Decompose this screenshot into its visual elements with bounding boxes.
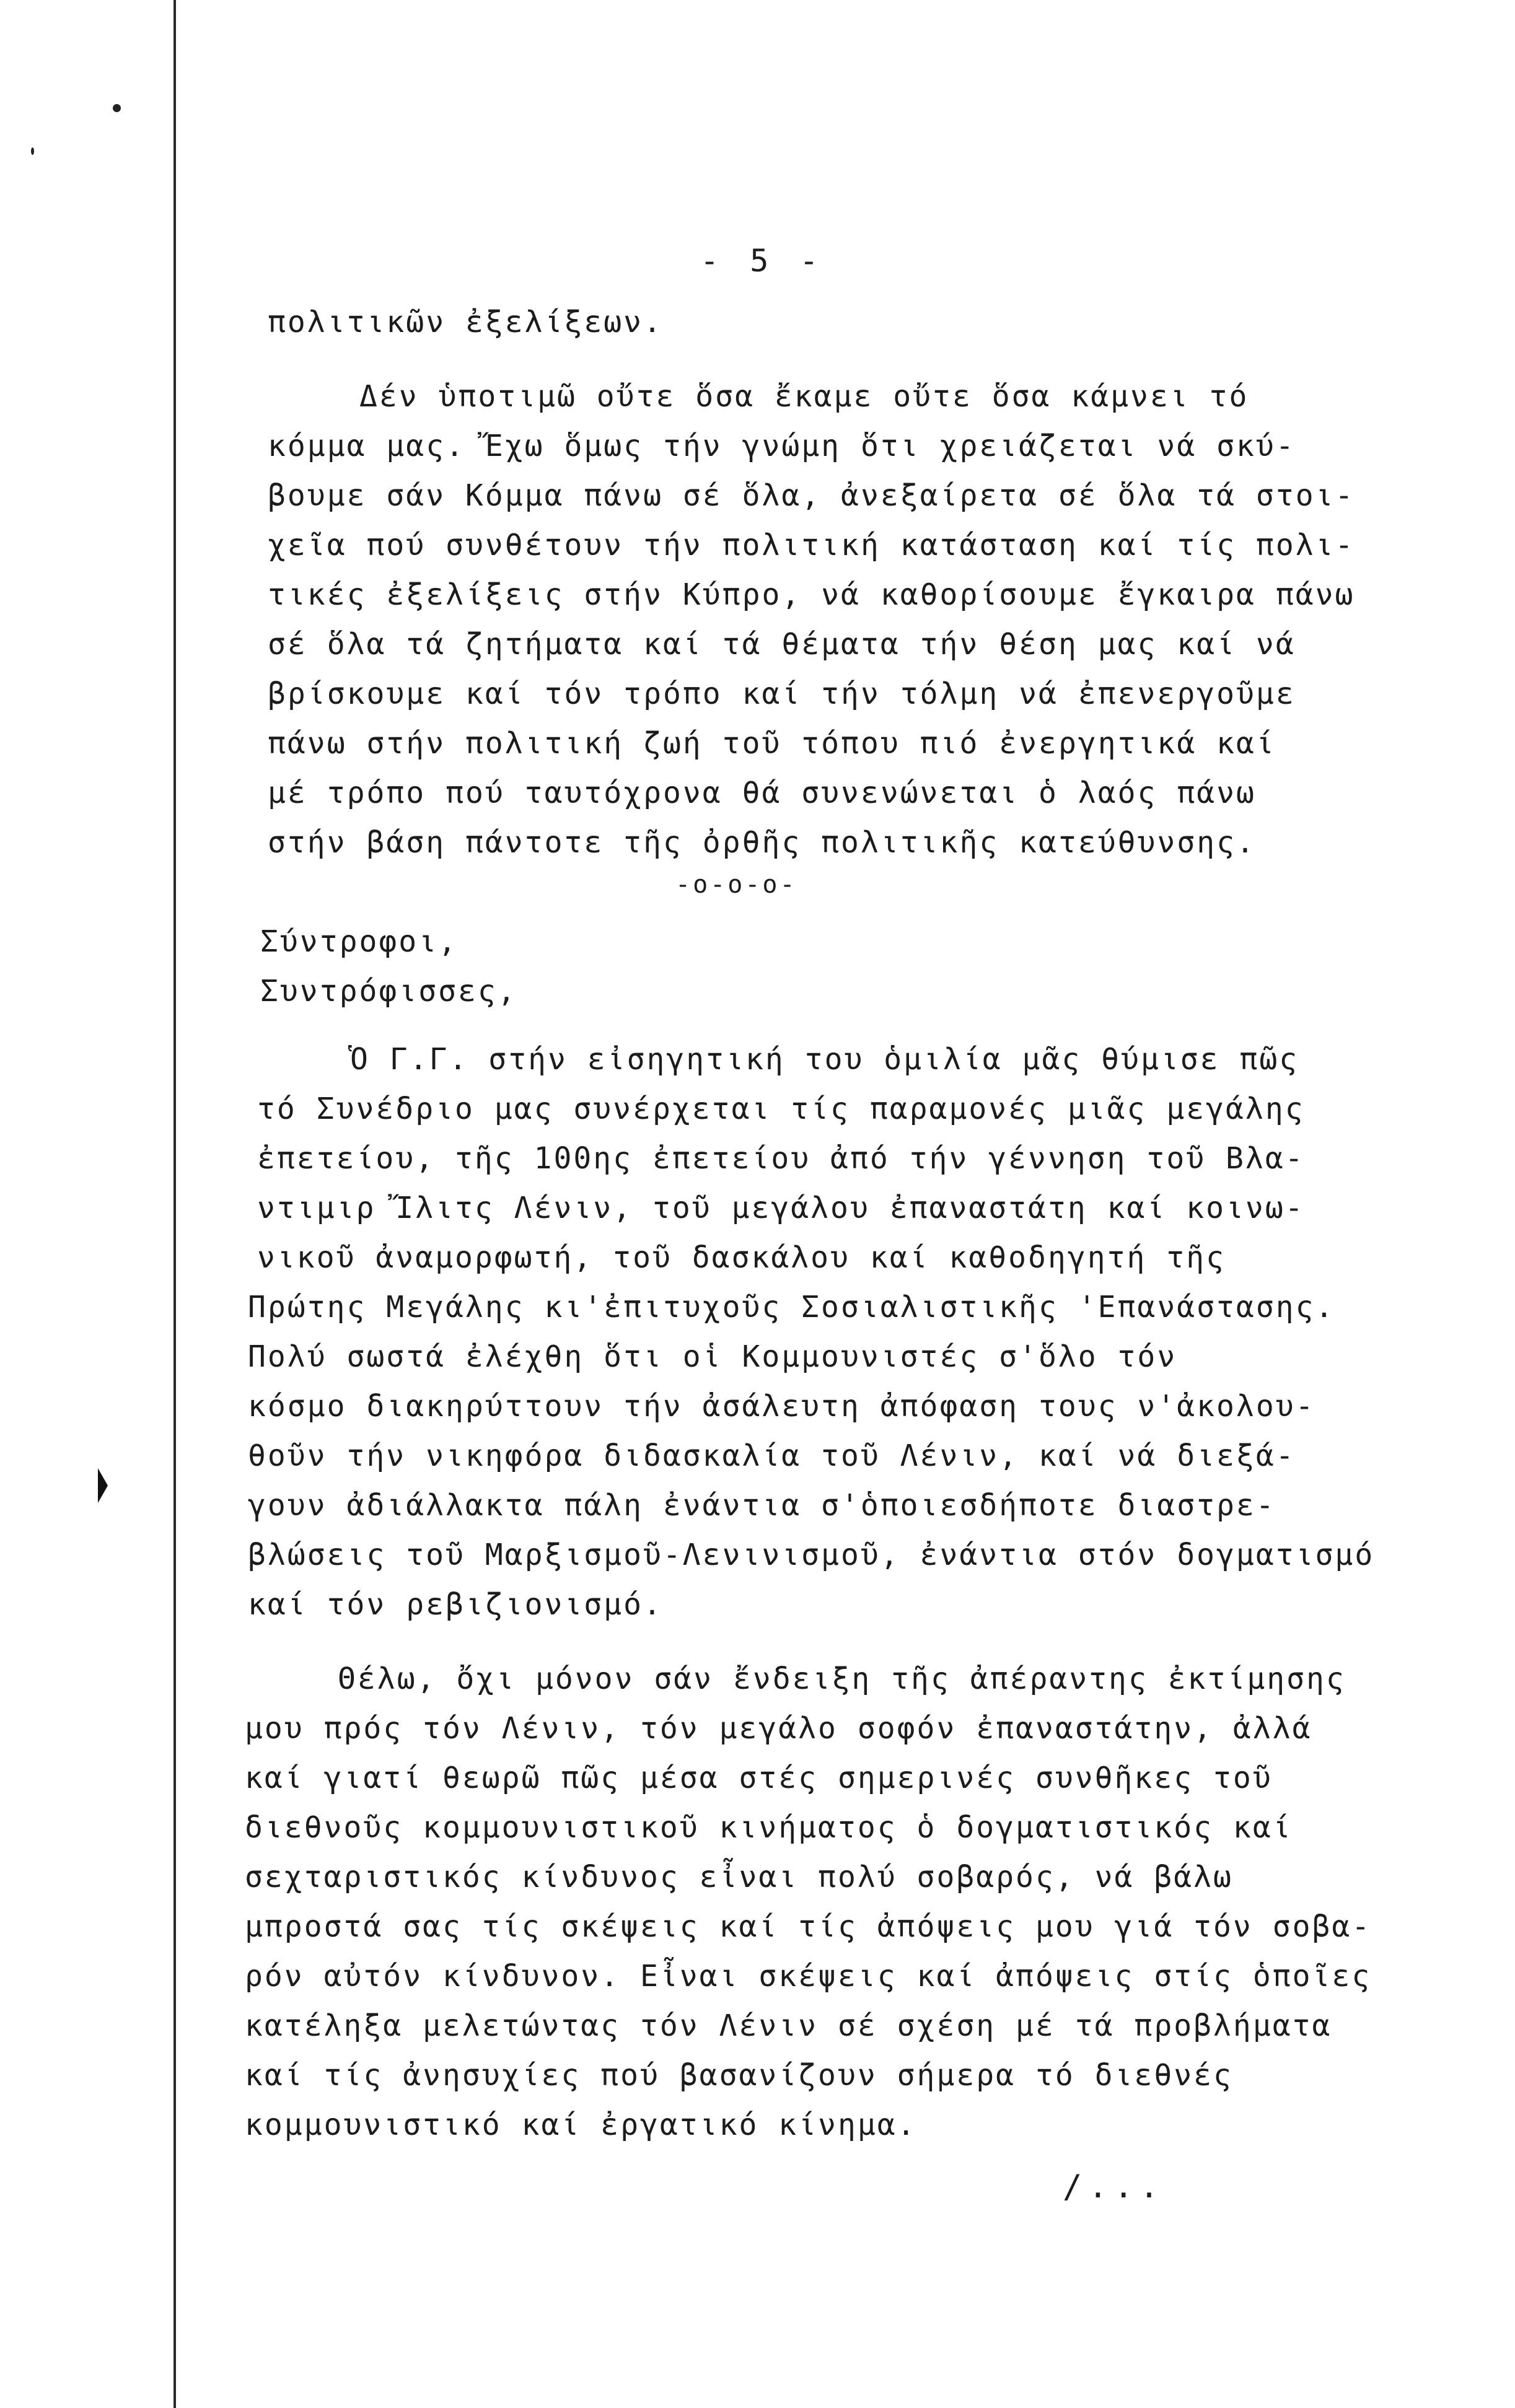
text-line: στήν βάση πάντοτε τῆς ὀρθῆς πολιτικῆς κατεύθυνσης. [268, 825, 1256, 860]
text-line: Ὁ Γ.Γ. στήν εἰσηγητική του ὁμιλία μᾶς θύμισε πῶς [350, 1042, 1299, 1077]
text-line: ντιμιρ Ἴλιτς Λένιν, τοῦ μεγάλου ἐπαναστάτη καί κοινω- [257, 1191, 1305, 1225]
text-line: κόσμο διακηρύττουν τήν ἀσάλευτη ἀπόφαση τους ν'ἀκολου- [248, 1389, 1315, 1424]
section-separator: -o-o-o- [675, 870, 797, 899]
left-margin-rule [173, 0, 176, 2408]
text-line: Πολύ σωστά ἐλέχθη ὅτι οἱ Κομμουνιστές σ'ὅλο τόν [248, 1339, 1177, 1374]
text-line: Πρώτης Μεγάλης κι'ἐπιτυχοῦς Σοσιαλιστικῆς 'Επανάστασης. [248, 1290, 1335, 1324]
text-line: πολιτικῶν ἐξελίξεων. [268, 305, 663, 339]
text-line: νικοῦ ἀναμορφωτή, τοῦ δασκάλου καί καθοδηγητή τῆς [257, 1240, 1226, 1275]
text-line: χεῖα πού συνθέτουν τήν πολιτική κατάσταση καί τίς πολι- [268, 528, 1355, 563]
text-line: σεχταριστικός κίνδυνος εἶναι πολύ σοβαρός, νά βάλω [245, 1860, 1233, 1894]
text-line: τικές ἐξελίξεις στήν Κύπρο, νά καθορίσουμε ἔγκαιρα πάνω [268, 577, 1355, 612]
text-line: καί γιατί θεωρῶ πῶς μέσα στές σημερινές συνθῆκες τοῦ [245, 1761, 1273, 1795]
text-line: μέ τρόπο πού ταυτόχρονα θά συνενώνεται ὁ λαός πάνω [268, 776, 1256, 810]
text-line: Θέλω, ὄχι μόνον σάν ἔνδειξη τῆς ἀπέραντης ἐκτίμησης [338, 1662, 1346, 1696]
text-line: κόμμα μας. Ἔχω ὅμως τήν γνώμη ὅτι χρειάζεται νά σκύ- [268, 429, 1296, 463]
page-number: - 5 - [700, 243, 825, 279]
text-line: βρίσκουμε καί τόν τρόπο καί τήν τόλμη νά ἐπενεργοῦμε [268, 676, 1296, 711]
text-line: Δέν ὑποτιμῶ οὔτε ὅσα ἔκαμε οὔτε ὅσα κάμνει τό [359, 379, 1249, 414]
text-line: διεθνοῦς κομμουνιστικοῦ κινήματος ὁ δογματιστικός καί [245, 1810, 1293, 1845]
text-line: κατέληξα μελετώντας τόν Λένιν σέ σχέση μέ τά προβλήματα [245, 2008, 1332, 2043]
text-line: σέ ὅλα τά ζητήματα καί τά θέματα τήν θέση μας καί νά [268, 627, 1296, 662]
text-line: ρόν αὐτόν κίνδυνον. Εἶναι σκέψεις καί ἀπόψεις στίς ὁποῖες [245, 1959, 1372, 1994]
text-line: πάνω στήν πολιτική ζωή τοῦ τόπου πιό ἐνεργητικά καί [268, 726, 1276, 761]
continuation-mark: /... [1063, 2168, 1166, 2205]
text-line: τό Συνέδριο μας συνέρχεται τίς παραμονές μιᾶς μεγάλης [257, 1092, 1305, 1126]
text-line: ἐπετείου, τῆς 100ης ἐπετείου ἀπό τήν γέννηση τοῦ Βλα- [257, 1141, 1305, 1176]
text-line: μου πρός τόν Λένιν, τόν μεγάλο σοφόν ἐπαναστάτην, ἀλλά [245, 1711, 1312, 1746]
text-line: βουμε σάν Κόμμα πάνω σέ ὅλα, ἀνεξαίρετα σέ ὅλα τά στοι- [268, 478, 1355, 513]
text-line: καί τίς ἀνησυχίες πού βασανίζουν σήμερα τό διεθνές [245, 2058, 1233, 2093]
binding-mark [98, 1468, 108, 1503]
scan-speck [113, 104, 121, 112]
salutation-line: Σύντροφοι, [260, 924, 458, 959]
text-line: θοῦν τήν νικηφόρα διδασκαλία τοῦ Λένιν, καί νά διεξά- [248, 1438, 1296, 1473]
scan-speck [31, 147, 34, 155]
text-line: καί τόν ρεβιζιονισμό. [248, 1587, 663, 1622]
text-line: κομμουνιστικό καί ἐργατικό κίνημα. [245, 2108, 917, 2142]
text-line: γουν ἀδιάλλακτα πάλη ἐνάντια σ'ὁποιεσδήποτε διαστρε- [248, 1488, 1276, 1523]
salutation-line: Συντρόφισσες, [260, 974, 517, 1009]
text-line: μπροστά σας τίς σκέψεις καί τίς ἀπόψεις μου γιά τόν σοβα- [245, 1909, 1372, 1944]
text-line: βλώσεις τοῦ Μαρξισμοῦ-Λενινισμοῦ, ἐνάντια στόν δογματισμό [248, 1538, 1375, 1572]
